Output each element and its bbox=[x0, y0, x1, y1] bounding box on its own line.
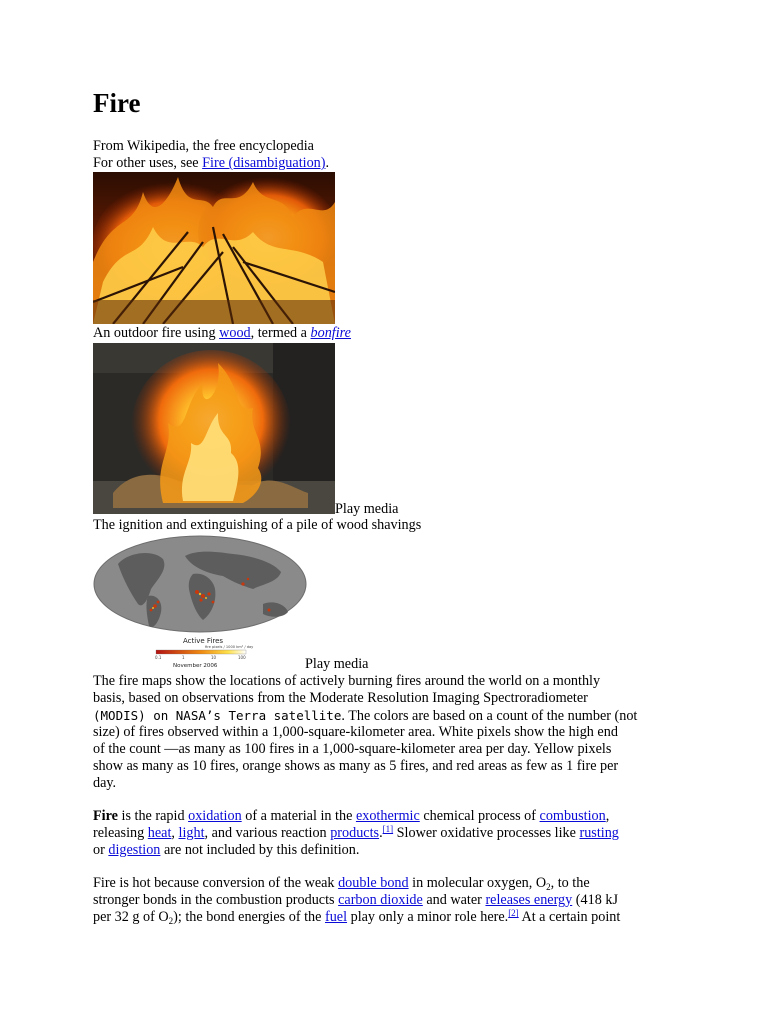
legend-subtitle: fire pixels / 1000 km² / day bbox=[205, 645, 254, 649]
double-bond-link[interactable]: double bond bbox=[338, 875, 409, 891]
intro-line: Fire is the rapid oxidation of a material in the exothermic chemical process of combustion, bbox=[93, 808, 610, 824]
map-caption-line: (MODIS) on NASA’s Terra satellite. The colors are based on a count of the number (not bbox=[93, 708, 638, 724]
legend-tick: 100 bbox=[238, 655, 246, 660]
legend-tick: 0.1 bbox=[155, 655, 162, 660]
legend-tick: 1 bbox=[182, 655, 185, 660]
products-link[interactable]: products bbox=[330, 825, 380, 841]
map-caption-line: day. bbox=[93, 775, 117, 791]
fire-map-video[interactable] bbox=[93, 534, 307, 670]
rusting-link[interactable]: rusting bbox=[579, 825, 619, 841]
releases-energy-link[interactable]: releases energy bbox=[485, 892, 573, 908]
digestion-link[interactable]: digestion bbox=[108, 842, 161, 858]
combustion-link[interactable]: combustion bbox=[539, 808, 606, 824]
fuel-link[interactable]: fuel bbox=[324, 909, 348, 925]
map-caption-line: basis, based on observations from the Moderate Resolution Imaging Spectroradiometer bbox=[93, 690, 588, 706]
map-caption-line: show as many as 10 fires, orange shows as many as 5 fires, and red areas as few as 1 fire per bbox=[93, 758, 619, 774]
para2-line: per 32 g of $O_2$); the bond energies of the fuel play only a minor role here.[2] At a certain point bbox=[93, 908, 621, 926]
map-play-media[interactable]: Play media bbox=[305, 656, 369, 672]
exothermic-link[interactable]: exothermic bbox=[355, 808, 420, 824]
legend-tick: 10 bbox=[211, 655, 217, 660]
legend-color-bar bbox=[156, 650, 246, 654]
bold-term: Fire bbox=[93, 808, 118, 824]
bonfire-caption: An outdoor fire using wood, termed a bonfire bbox=[93, 325, 351, 341]
legend-title: Active Fires bbox=[183, 637, 224, 645]
para2-line: stronger bonds in the combustion products carbon dioxide and water releases energy (418 kJ bbox=[93, 892, 618, 908]
oxidation-link[interactable]: oxidation bbox=[188, 808, 242, 824]
heat-link[interactable]: heat bbox=[147, 825, 172, 841]
wood-link[interactable]: wood bbox=[219, 325, 251, 341]
carbon-dioxide-link[interactable]: carbon dioxide bbox=[338, 892, 423, 908]
wood-shavings-video[interactable] bbox=[93, 343, 335, 514]
light-link[interactable]: light bbox=[178, 825, 205, 841]
hatnote: For other uses, see Fire (disambiguation). bbox=[93, 155, 330, 171]
legend-date: November 2006 bbox=[173, 663, 218, 669]
tagline: From Wikipedia, the free encyclopedia bbox=[93, 138, 314, 154]
map-caption-line: of the count —as many as 100 fires in a 1,000-square-kilometer area per day. Yellow pixels bbox=[93, 741, 612, 757]
map-caption-line: size) of fires observed within a 1,000-square-kilometer area. White pixels show the high end bbox=[93, 724, 618, 740]
disambiguation-link[interactable]: Fire (disambiguation) bbox=[202, 155, 326, 171]
map-caption-line: The fire maps show the locations of actively burning fires around the world on a monthly bbox=[93, 673, 601, 689]
reference-2-link[interactable]: [2] bbox=[508, 908, 519, 918]
reference-1-link[interactable]: [1] bbox=[382, 824, 394, 834]
bonfire-image[interactable] bbox=[93, 172, 335, 324]
shavings-play-media[interactable]: Play media bbox=[335, 501, 399, 517]
para2-line: Fire is hot because conversion of the weak double bond in molecular oxygen, $O_2$, to the bbox=[93, 875, 590, 892]
shavings-caption: The ignition and extinguishing of a pile of wood shavings bbox=[93, 517, 422, 533]
intro-line: or digestion are not included by this definition. bbox=[93, 842, 360, 858]
intro-line: releasing heat, light, and various reaction products.[1] Slower oxidative processes like rusting bbox=[93, 824, 619, 841]
bonfire-link[interactable]: bonfire bbox=[310, 325, 351, 341]
page-title: Fire bbox=[93, 88, 141, 118]
